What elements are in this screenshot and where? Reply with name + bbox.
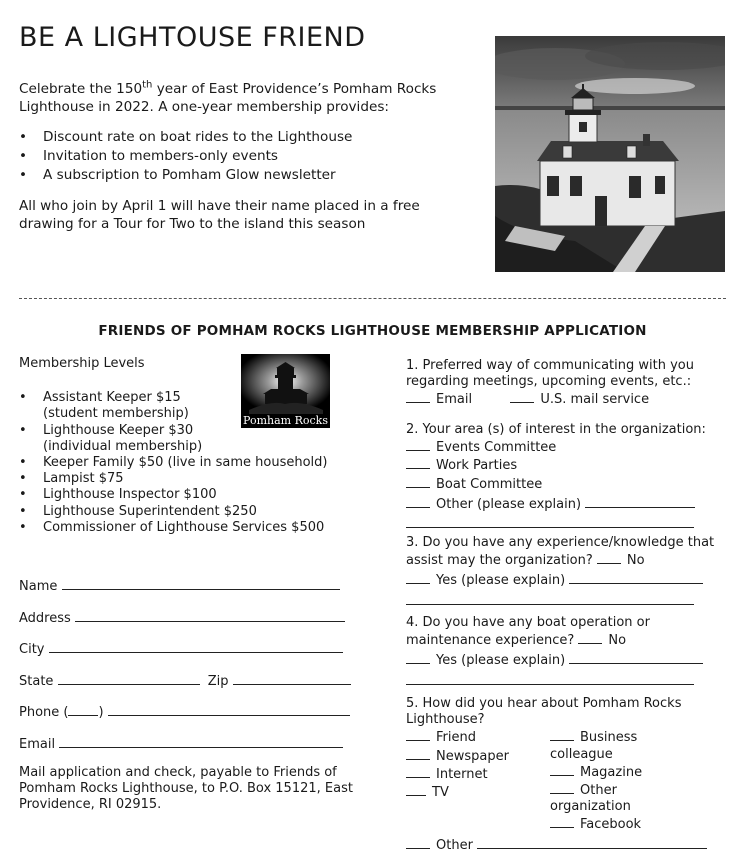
mail-instructions: Mail application and check, payable to Friends of Pomham Rocks Lighthouse, to P.O. Box 15121, East Providence, RI 02915.	[19, 765, 353, 813]
question-5-text: 5. How did you hear about Pomham Rocks Lighthouse?	[406, 696, 682, 728]
checkbox-blank[interactable]	[550, 763, 574, 776]
list-item: • Invitation to members-only events	[19, 147, 469, 166]
list-item: • Keeper Family $50 (live in same household)	[19, 455, 399, 471]
checkbox-blank[interactable]	[406, 747, 430, 760]
cut-line-divider	[19, 298, 726, 299]
list-item: • Commissioner of Lighthouse Services $500	[19, 520, 399, 536]
checkbox-blank[interactable]	[406, 390, 430, 403]
list-item: • Assistant Keeper $15 (student membership)	[19, 390, 399, 422]
list-item: • Lighthouse Inspector $100	[19, 487, 399, 503]
checkbox-blank[interactable]	[510, 390, 534, 403]
question-2-text: 2. Your area (s) of interest in the organization:	[406, 422, 706, 437]
checkbox-blank[interactable]	[550, 781, 574, 794]
answer-line[interactable]	[585, 493, 695, 508]
list-item: • Lampist $75	[19, 471, 399, 487]
zip-label: Zip	[207, 674, 229, 689]
answer-line[interactable]	[406, 590, 694, 605]
answer-line[interactable]	[477, 834, 707, 849]
checkbox-blank[interactable]	[406, 783, 426, 796]
checkbox-blank[interactable]	[550, 815, 574, 828]
checkbox-blank[interactable]	[597, 551, 621, 564]
answer-line[interactable]	[569, 569, 703, 584]
address-label: Address	[19, 611, 71, 626]
question-4: 4. Do you have any boat operation or maintenance experience? No Yes (please explain)	[406, 615, 726, 685]
checkbox-blank[interactable]	[406, 765, 430, 778]
checkbox-blank[interactable]	[578, 631, 602, 644]
page-title: BE A LIGHTOUSE FRIEND	[19, 22, 366, 53]
application-title: FRIENDS OF POMHAM ROCKS LIGHTHOUSE MEMBERSHIP APPLICATION	[98, 323, 647, 339]
membership-levels-list	[19, 390, 399, 536]
pomham-rocks-logo	[241, 354, 330, 428]
list-item: • Discount rate on boat rides to the Lighthouse	[19, 128, 469, 147]
checkbox-blank[interactable]	[406, 836, 430, 849]
answer-line[interactable]	[406, 513, 694, 528]
checkbox-blank[interactable]	[406, 728, 430, 741]
name-field[interactable]	[19, 575, 340, 594]
checkbox-blank[interactable]	[406, 651, 430, 664]
checkbox-blank[interactable]	[406, 438, 430, 451]
phone-field[interactable]: Phone ( )	[19, 701, 350, 720]
question-2: 2. Your area (s) of interest in the organization: Events Committee Work Parties Boat Committee Other (please explain)	[406, 422, 726, 528]
question-5: 5. How did you hear about Pomham Rocks Lighthouse? Friend Newspaper Internet TV Business colleague Magazine Other organization Facebook Other	[406, 696, 726, 854]
checkbox-blank[interactable]	[406, 571, 430, 584]
lighthouse-photo	[495, 36, 725, 272]
list-item: • A subscription to Pomham Glow newsletter	[19, 166, 469, 185]
checkbox-blank[interactable]	[406, 475, 430, 488]
question-3: 3. Do you have any experience/knowledge that assist may the organization? No Yes (please explain)	[406, 535, 726, 605]
benefits-list	[19, 128, 469, 185]
question-1-text: 1. Preferred way of communicating with you regarding meetings, upcoming events, etc.:	[406, 358, 694, 390]
svg-text:Pomham Rocks: Pomham Rocks	[243, 414, 328, 427]
drawing-note: All who join by April 1 will have their name placed in a free drawing for a Tour for Two to the island this season	[19, 198, 420, 232]
state-label: State	[19, 674, 54, 689]
intro-paragraph: Celebrate the 150th year of East Providence’s Pomham Rocks Lighthouse in 2022. A one-year membership provides:	[19, 79, 437, 115]
list-item: • Lighthouse Keeper $30 (individual membership)	[19, 423, 399, 455]
name-label: Name	[19, 579, 58, 594]
email-field[interactable]	[19, 733, 343, 752]
answer-line[interactable]	[406, 670, 694, 685]
checkbox-blank[interactable]	[550, 728, 574, 741]
checkbox-blank[interactable]	[406, 456, 430, 469]
city-field[interactable]	[19, 638, 343, 657]
question-1: 1. Preferred way of communicating with you regarding meetings, upcoming events, etc.: Email U.S. mail service	[406, 358, 726, 409]
checkbox-blank[interactable]	[406, 495, 430, 508]
intro-section	[19, 80, 469, 245]
city-label: City	[19, 642, 45, 657]
address-field[interactable]	[19, 607, 345, 626]
email-label: Email	[19, 737, 56, 752]
phone-label: Phone (	[19, 705, 69, 720]
state-zip-field[interactable]	[19, 670, 351, 689]
membership-levels	[19, 356, 399, 536]
membership-levels-heading: Membership Levels	[19, 356, 145, 371]
list-item: • Lighthouse Superintendent $250	[19, 504, 399, 520]
answer-line[interactable]	[569, 649, 703, 664]
